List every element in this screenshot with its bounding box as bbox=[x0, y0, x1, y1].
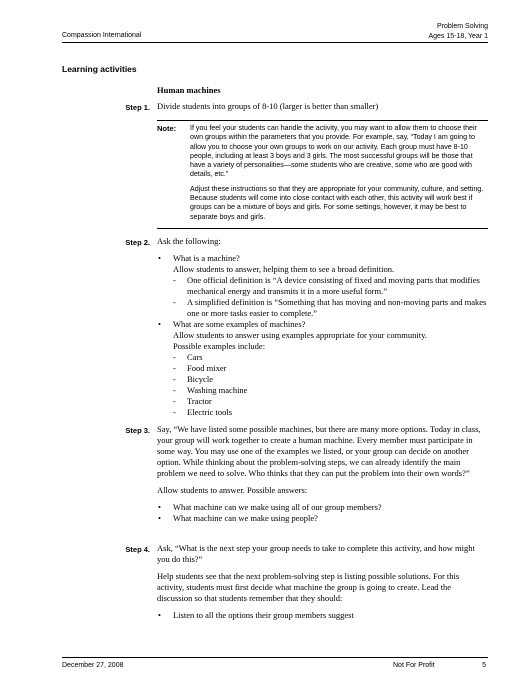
running-header bbox=[428, 22, 488, 42]
step4-items bbox=[157, 610, 488, 621]
step2-intro: Ask the following: bbox=[157, 236, 221, 246]
step2-body bbox=[157, 236, 488, 418]
question-2: • What are some examples of machines? bbox=[173, 319, 306, 329]
example-list bbox=[173, 352, 488, 418]
list-item: - Tractor bbox=[173, 396, 488, 407]
step2-label: Step 2. bbox=[125, 238, 150, 247]
question-1: • What is a machine? bbox=[173, 253, 240, 263]
note-body bbox=[190, 124, 486, 222]
note-paragraph-2: Adjust these instructions so that they are appropriate for your community, culture, and setting. Because students will come into close contact with each other, this activity will work best if groups can be a mixture of boys and girls. For some settings, however, it may be best to separate boys and girls. bbox=[190, 184, 484, 221]
step1-label: Step 1. bbox=[125, 103, 150, 112]
section-title: Learning activities bbox=[62, 64, 137, 74]
activity-subheading: Human machines bbox=[157, 85, 221, 95]
note-bottom-rule bbox=[157, 228, 488, 229]
list-item: - Bicycle bbox=[173, 374, 488, 385]
step3-text-2: Allow students to answer. Possible answers: bbox=[157, 485, 308, 495]
list-item: - Cars bbox=[173, 352, 488, 363]
footer-date: December 27, 2008 bbox=[62, 662, 124, 669]
step4-body bbox=[157, 543, 488, 621]
footer-divider bbox=[62, 657, 488, 658]
step4-text: Ask, “What is the next step your group needs to take to complete this activity, and how might you do this?” bbox=[157, 543, 475, 564]
note-top-rule bbox=[157, 120, 488, 121]
list-item: - Food mixer bbox=[173, 363, 488, 374]
step3-text: Say, “We have listed some possible machines, but there are many more options. Today in class, your group will work together to create a human machine. Every member must participate in some way. You may use one of the examples we listed, or your group can decide on another option. While thinking about the problem-solving steps, we can already identify the main problem we need to solve. Who thinks that they can put the problem into their own words?” bbox=[157, 424, 481, 478]
list-item bbox=[157, 319, 488, 418]
list-item: - Electric tools bbox=[173, 407, 488, 418]
note-label: Note: bbox=[157, 124, 177, 133]
list-item: - A simplified definition is “Something that has moving and non-moving parts and makes one or more tasks easier to complete.” bbox=[173, 297, 488, 319]
header-org: Compassion International bbox=[62, 32, 142, 39]
list-item: - One official definition is “A device consisting of fixed and moving parts that modifies mechanical energy and transmits it in a more useful form.” bbox=[173, 275, 488, 297]
list-item: - Washing machine bbox=[173, 385, 488, 396]
list-item: • Listen to all the options their group members suggest bbox=[157, 610, 488, 621]
step3-body bbox=[157, 424, 488, 524]
list-item: • What machine can we make using people? bbox=[157, 513, 488, 524]
footer-status: Not For Profit bbox=[393, 662, 435, 669]
definition-list bbox=[173, 275, 488, 319]
header-ages: Ages 15-18, Year 1 bbox=[428, 33, 488, 40]
header-divider bbox=[62, 42, 488, 43]
note-paragraph-1: If you feel your students can handle the activity, you may want to allow them to choose their own groups within the parameters that you provide. For example, say, “Today I am going to allow you to choose your own groups to work on our activity. Each group must have 8-10 people, including at least 3 boys and 3 girls. The most successful groups will be those that have a variety of personalities—some students who are creative, some who are good with details, etc.” bbox=[190, 124, 477, 179]
step1-text: Divide students into groups of 8-10 (larger is better than smaller) bbox=[157, 101, 379, 111]
page-number: 5 bbox=[482, 662, 486, 669]
list-item bbox=[157, 253, 488, 319]
header-topic: Problem Solving bbox=[437, 23, 488, 30]
question-2-guidance: Allow students to answer using examples appropriate for your community. bbox=[173, 330, 427, 340]
examples-intro: Possible examples include: bbox=[173, 341, 266, 351]
step4-text-2: Help students see that the next problem-solving step is listing possible solutions. For this activity, students must first decide what machine the group is going to create. Lead the discussion so that students remember that they should: bbox=[157, 571, 460, 603]
step4-label: Step 4. bbox=[125, 545, 150, 554]
step3-answers bbox=[157, 502, 488, 524]
list-item: • What machine can we make using all of our group members? bbox=[157, 502, 488, 513]
question-1-guidance: Allow students to answer, helping them to see a broad definition. bbox=[173, 264, 395, 274]
step2-questions bbox=[157, 253, 488, 418]
step3-label: Step 3. bbox=[125, 426, 150, 435]
